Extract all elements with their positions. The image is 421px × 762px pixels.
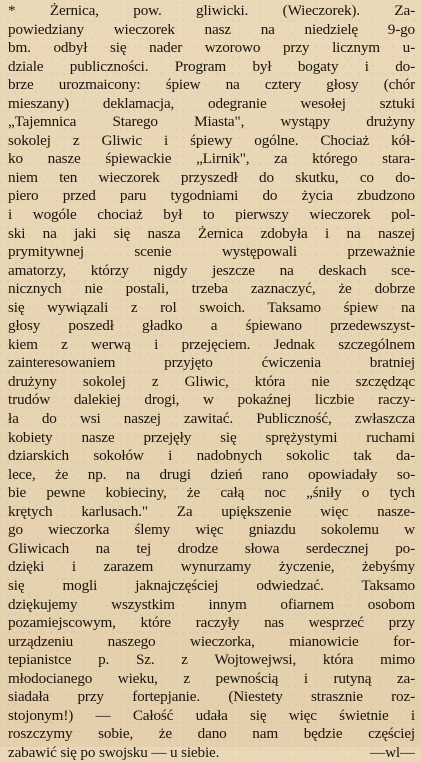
article-line: amatorzy, którzy nigdy jeszcze na deskach sce- xyxy=(8,261,415,279)
article-line: lece, że np. na drugi dzień rano opowiadały so- xyxy=(8,465,415,483)
article-line: się mogli jaknajczęściej odwiedzać. Taksamo xyxy=(8,576,415,594)
article-line: zainteresowaniem przyjęto ćwiczenia bratniej xyxy=(8,354,415,372)
article-line: go wieczorka ślemy więc gniazdu sokolemu w xyxy=(8,521,415,539)
article-line: młodocianego wieku, z pewnością i rutyną za- xyxy=(8,669,415,687)
article-line: dzięki i zarazem wynurzamy życzenie, żebyśmy xyxy=(8,558,415,576)
article-line: ski na jaki się nasza Żernica zdobyła i na naszej xyxy=(8,224,415,242)
article-line: bie pewne kobieciny, że całą noc „śniły o tych xyxy=(8,484,415,502)
article-line: roszczymy sobie, że dano nam będzie częściej xyxy=(8,725,415,743)
author-signature: —wl— xyxy=(370,743,415,761)
article-line: nicznych nie postali, trzeba zaznaczyć, że dobrze xyxy=(8,280,415,298)
article-line: brze urozmaicony: śpiew na cztery głosy (chór xyxy=(8,76,415,94)
article-line: mieszany) deklamacja, odegranie wesołej sztuki xyxy=(8,94,415,112)
article-line: krętych karlusach." Za upiększenie więc nasze- xyxy=(8,502,415,520)
final-line-text: zabawić się po swojsku — u siebie. xyxy=(8,743,220,761)
article-line: drużyny sokolej z Gliwic, która nie szczędząc xyxy=(8,372,415,390)
article-line: pozamiejscowym, które raczyły nas wesprzeć przy xyxy=(8,614,415,632)
article-line: * Żernica, pow. gliwicki. (Wieczorek). Za- xyxy=(8,2,415,19)
article-line: ła do wsi naszej zawitać. Publiczność, zwłaszcza xyxy=(8,410,415,428)
article-line: i wogóle chociaż był to pierwszy wieczorek pol- xyxy=(8,206,415,224)
article-line: powiedziany wieczorek nasz na niedzielę 9-go xyxy=(8,20,415,38)
article-line: sokolej z Gliwic i śpiewy ogólne. Chociaż kół- xyxy=(8,131,415,149)
article-line: głosy poszedł gładko a śpiewano przedewszyst- xyxy=(8,317,415,335)
article-line: kobiety nasze przejęły się sprężystymi ruchami xyxy=(8,428,415,446)
article-line: „Tajemnica Starego Miasta", wystąpy drużyny xyxy=(8,113,415,131)
article-line: bm. odbył się nader wzorowo przy licznym u- xyxy=(8,39,415,57)
article-line: kiem z werwą i przejęciem. Jednak szczególnem xyxy=(8,335,415,353)
article-line: trudów dalekiej drogi, w pokaźnej liczbie raczy- xyxy=(8,391,415,409)
article-line: Gliwicach na tej drodze słowa serdecznej po- xyxy=(8,539,415,557)
article-line: dziarskich sokołów i nadobnych sokolic tak da- xyxy=(8,447,415,465)
article-line: dziękujemy wszystkim innym ofiarnem osobom xyxy=(8,595,415,613)
article-line: urządzeniu naszego wieczorka, mianowicie for- xyxy=(8,632,415,650)
article-line: siadała przy fortepjanie. (Niestety strasznie roz- xyxy=(8,688,415,706)
article-line: tepianistce p. Sz. z Wojtowejwsi, która mimo xyxy=(8,651,415,669)
article-line: niem ten wieczorek przyszedł do skutku, co do- xyxy=(8,168,415,186)
article-line: stojonym!) — Całość udała się więc świetnie i xyxy=(8,706,415,724)
article-line: piero przed paru tygodniami do życia zbudzono xyxy=(8,187,415,205)
article-line: dziale publiczności. Program był bogaty i do- xyxy=(8,57,415,75)
article-line: prymitywnej scenie występowali przeważnie xyxy=(8,243,415,261)
article-line: się wywiązali z rol swoich. Taksamo śpiew na xyxy=(8,298,415,316)
article-line: ko nasze śpiewackie „Lirnik", za którego stara- xyxy=(8,150,415,168)
